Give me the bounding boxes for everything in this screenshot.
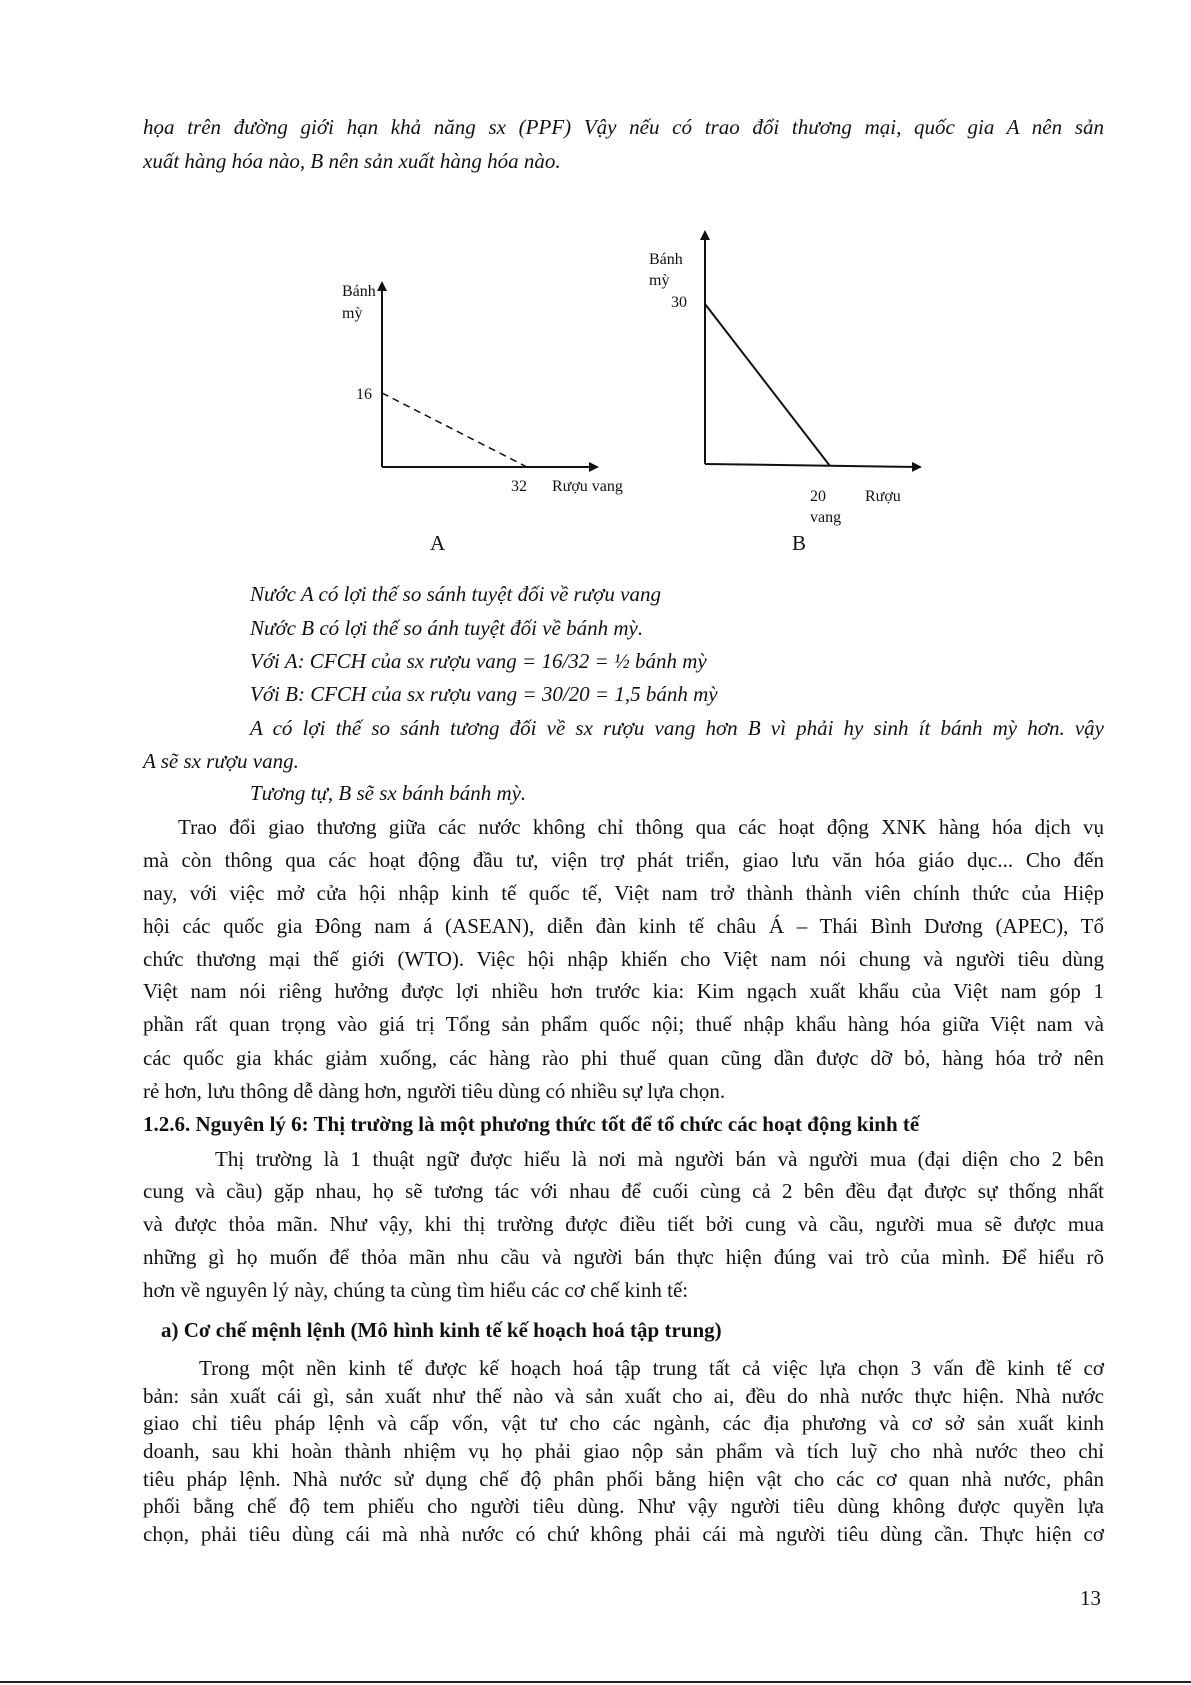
chart-a-ylabel: mỳ [342,305,363,322]
paragraph-line: doanh, sau khi hoàn thành nhiệm vụ họ phải giao nộp sản phẩm và tích luỹ cho nhà nước theo chỉ [143,1439,1104,1463]
chart-b-xlabel: vang [810,509,842,526]
paragraph-line: giao chỉ tiêu pháp lệnh và cấp vốn, vật tư cho các ngành, các địa phương và cơ sở sản xuất kinh [143,1411,1104,1435]
paragraph-line: chức thương mại thế giới (WTO). Việc hội nhập khiến cho Việt nam nói chung và người tiêu dùng [143,947,1104,971]
paragraph-line: Trao đổi giao thương giữa các nước không chỉ thông qua các hoạt động XNK hàng hóa dịch vụ [178,815,1104,839]
chart-b-y-tick: 30 [671,294,687,311]
analysis-line: Với A: CFCH của sx rượu vang = 16/32 = ½ bánh mỳ [250,649,707,673]
chart-b-xlabel: Rượu [865,488,901,505]
paragraph-line: phần rất quan trọng vào giá trị Tổng sản phẩm quốc nội; thuế nhập khẩu hàng hóa giữa Việt nam và [143,1012,1104,1036]
paragraph-line: hơn về nguyên lý này, chúng ta cùng tìm hiểu các cơ chế kinh tế: [143,1278,689,1302]
section-heading: 1.2.6. Nguyên lý 6: Thị trường là một phương thức tốt để tổ chức các hoạt động kinh tế [143,1112,920,1136]
page-number: 13 [1080,1586,1101,1610]
chart-a-xlabel: Rượu vang [552,478,623,495]
paragraph-line: mà còn thông qua các hoạt động đầu tư, viện trợ phát triển, giao lưu văn hóa giáo dục... Cho đến [143,848,1104,872]
page-bottom-rule [0,1681,1191,1683]
paragraph-line: Việt nam nói riêng hưởng được lợi nhiều hơn trước kia: Kim ngạch xuất khẩu của Việt nam góp 1 [143,979,1104,1003]
chart-b-ylabel: Bánh [649,251,683,268]
paragraph-line: cung và cầu) gặp nhau, họ sẽ tương tác với nhau để cuối cùng cả 2 bên đều đạt được sự thống nhất [143,1179,1104,1203]
chart-b-ppf-line [705,304,830,466]
intro-line: xuất hàng hóa nào, B nên sản xuất hàng hóa nào. [143,149,561,173]
chart-a [342,283,623,555]
analysis-line: Với B: CFCH của sx rượu vang = 30/20 = 1,5 bánh mỳ [250,682,718,706]
analysis-line: A sẽ sx rượu vang. [143,749,299,773]
paragraph-line: Thị trường là 1 thuật ngữ được hiểu là nơi mà người bán và người mua (đại diện cho 2 bên [215,1147,1104,1171]
paragraph-line: chọn, phải tiêu dùng cái mà nhà nước có chứ không phải cái mà người tiêu dùng cần. Thực hiện cơ [143,1522,1104,1546]
chart-b [649,232,920,555]
paragraph-line: các quốc gia khác giảm xuống, các hàng rào phi thuế quan cũng dần được dỡ bỏ, hàng hóa trở nên [143,1046,1104,1070]
chart-b-title: B [792,531,807,555]
paragraph-line: và được thỏa mãn. Như vậy, khi thị trường được điều tiết bởi cung và cầu, người mua sẽ được mua [143,1212,1104,1236]
chart-b-ylabel: mỳ [649,272,670,289]
paragraph-line: rẻ hơn, lưu thông dễ dàng hơn, người tiêu dùng có nhiều sự lựa chọn. [143,1079,726,1103]
chart-a-y-tick: 16 [356,386,372,403]
paragraph-line: hội các quốc gia Đông nam á (ASEAN), diễn đàn kinh tế châu Á – Thái Bình Dương (APEC), Tổ [143,914,1104,938]
paragraph-line: phối bằng chế độ tem phiếu cho người tiêu dùng. Như vậy người tiêu dùng không được quyền lựa [143,1494,1104,1518]
chart-a-title: A [430,531,446,555]
chart-a-ylabel: Bánh [342,283,376,300]
paragraph-line: nay, với việc mở cửa hội nhập kinh tế quốc tế, Việt nam trở thành thành viên chính thức của Hiệp [143,881,1104,905]
subsection-heading: a) Cơ chế mệnh lệnh (Mô hình kinh tế kế hoạch hoá tập trung) [161,1318,722,1342]
chart-b-x-axis [705,464,920,467]
analysis-line: Tương tự, B sẽ sx bánh bánh mỳ. [250,781,527,805]
paragraph-line: bản: sản xuất cái gì, sản xuất như thế nào và sản xuất cho ai, đều do nhà nước thực hiện. Nhà nước [143,1384,1104,1408]
analysis-line: Nước B có lợi thế so ánh tuyệt đối về bánh mỳ. [250,616,644,640]
chart-a-x-tick: 32 [511,478,527,495]
analysis-line: A có lợi thế so sánh tương đối về sx rượu vang hơn B vì phải hy sinh ít bánh mỳ hơn. vậy [250,716,1104,740]
chart-a-ppf-line [382,393,527,467]
analysis-line: Nước A có lợi thế so sánh tuyệt đối về rượu vang [250,582,661,606]
intro-line: họa trên đường giới hạn khả năng sx (PPF) Vậy nếu có trao đổi thương mại, quốc gia A nên sản [143,115,1104,139]
ppf-charts [0,0,1191,560]
paragraph-line: Trong một nền kinh tế được kế hoạch hoá tập trung tất cả việc lựa chọn 3 vấn đề kinh tế cơ [199,1356,1104,1380]
paragraph-line: tiêu pháp lệnh. Nhà nước sử dụng chế độ phân phối bằng hiện vật cho các cơ quan nhà nước, phân [143,1467,1104,1491]
chart-b-x-tick: 20 [810,488,826,505]
paragraph-line: những gì họ muốn để thỏa mãn nhu cầu và người bán thực hiện đúng vai trò của mình. Để hiểu rõ [143,1245,1104,1269]
